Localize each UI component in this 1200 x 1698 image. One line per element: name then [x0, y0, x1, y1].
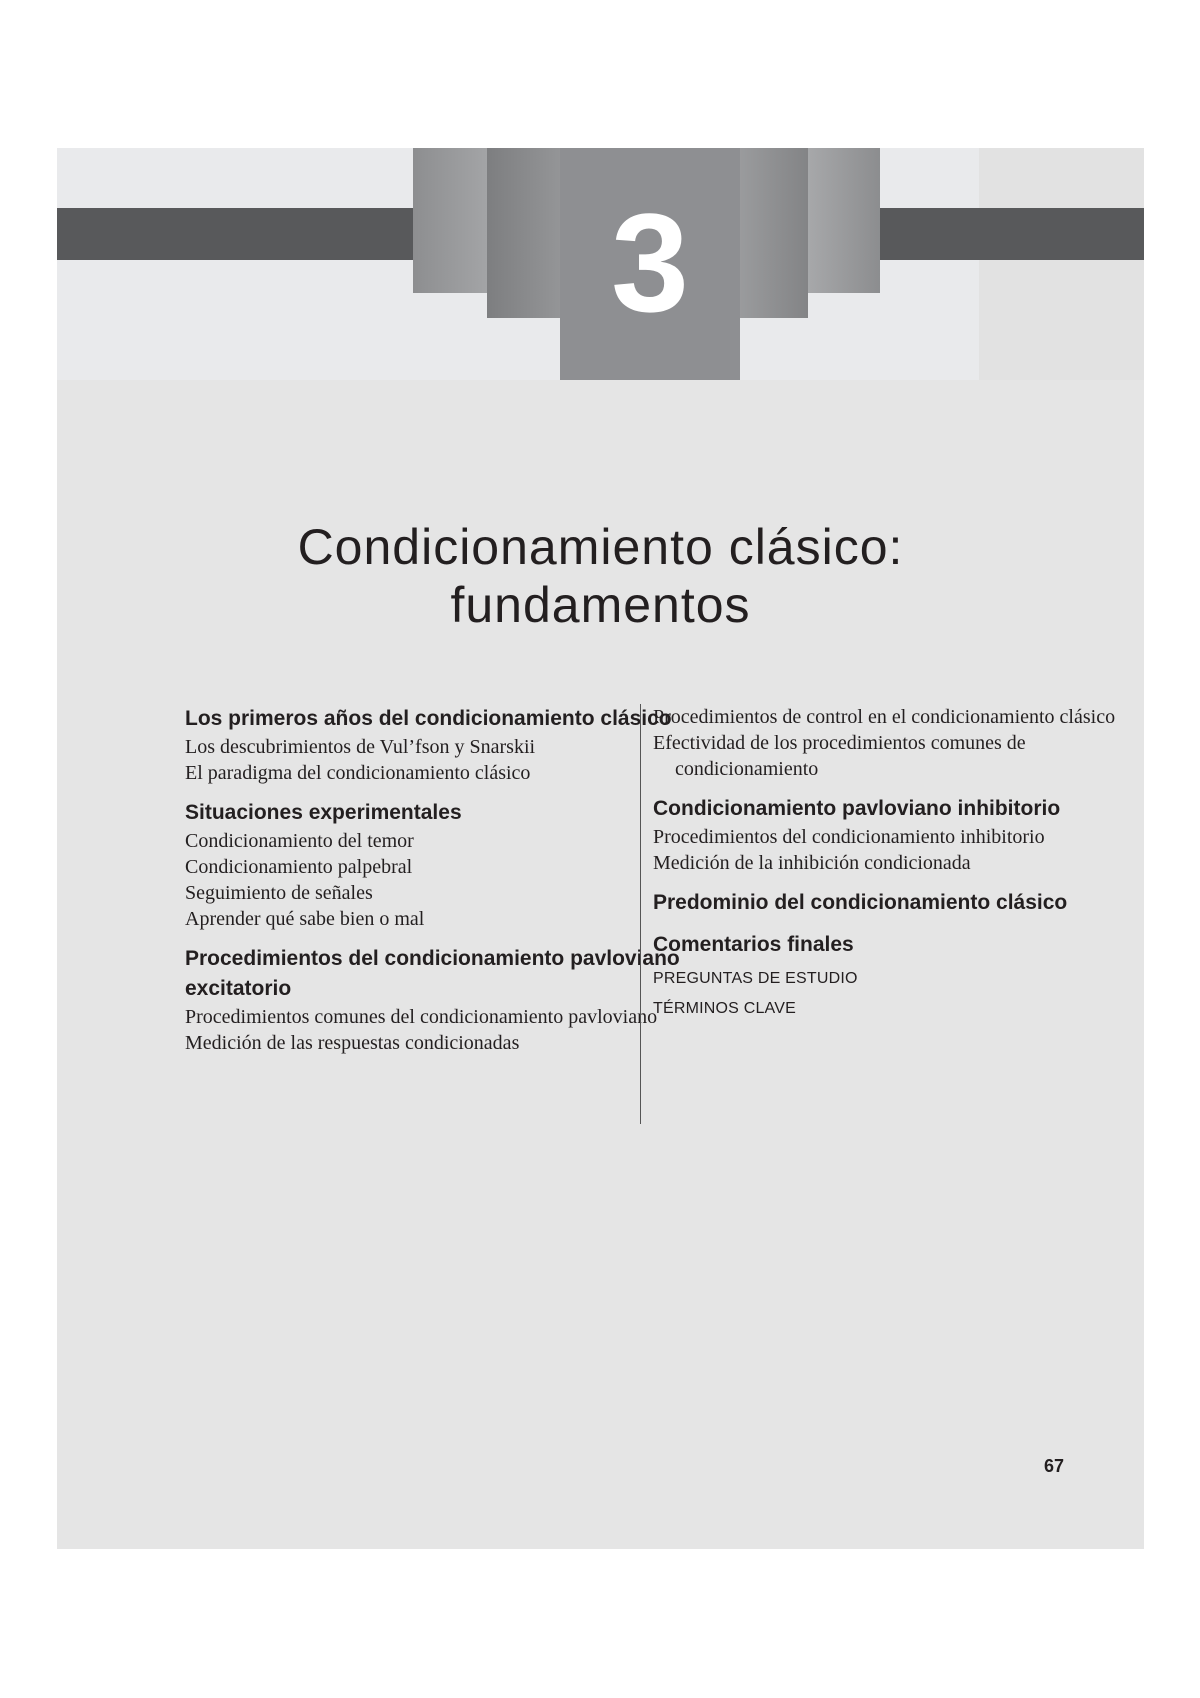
toc-left-column — [185, 704, 685, 1056]
decor-block-outer-left — [413, 148, 487, 293]
header-band-right-shade — [979, 148, 1144, 380]
toc-item: Procedimientos comunes del condicionamiento pavloviano — [185, 1006, 658, 1028]
toc-item: Aprender qué sabe bien o mal — [185, 908, 425, 930]
toc-item: Procedimientos de control en el condicionamiento clásico — [653, 706, 1116, 728]
page-panel — [57, 148, 1144, 1549]
decor-block-outer-right — [808, 148, 880, 293]
toc-item: Seguimiento de señales — [185, 882, 373, 904]
toc-section-heading: Condicionamiento pavloviano inhibitorio — [653, 797, 1061, 820]
toc-section-heading: Procedimientos del condicionamiento pavloviano excitatorio — [185, 947, 680, 1000]
toc-end-item: PREGUNTAS DE ESTUDIO — [653, 970, 858, 987]
page-number: 67 — [1044, 1456, 1065, 1476]
toc-right-column — [640, 704, 1153, 1124]
chapter-title-line-2: fundamentos — [450, 577, 751, 633]
chapter-number: 3 — [611, 184, 689, 341]
chapter-title — [57, 518, 1144, 634]
toc-section-heading: Predominio del condicionamiento clásico — [653, 891, 1068, 914]
chapter-title-line-1: Condicionamiento clásico: — [297, 519, 904, 575]
toc-item: Medición de las respuestas condicionadas — [185, 1032, 520, 1054]
toc-section-heading: Comentarios finales — [653, 933, 854, 956]
toc-section-heading: Los primeros años del condicionamiento clásico — [185, 707, 672, 730]
decor-block-mid-right — [740, 148, 808, 318]
toc-item: Los descubrimientos de Vul’fson y Snarskii — [185, 736, 536, 758]
toc-item: Efectividad de los procedimientos comunes de condicionamiento — [653, 732, 1026, 780]
toc-item: Medición de la inhibición condicionada — [653, 852, 971, 874]
toc-item: Condicionamiento palpebral — [185, 856, 413, 878]
toc-item: El paradigma del condicionamiento clásico — [185, 762, 531, 784]
toc-item: Procedimientos del condicionamiento inhibitorio — [653, 826, 1045, 848]
toc-item: Condicionamiento del temor — [185, 830, 414, 852]
toc-section-heading: Situaciones experimentales — [185, 801, 462, 824]
toc-end-item: TÉRMINOS CLAVE — [653, 1000, 796, 1017]
